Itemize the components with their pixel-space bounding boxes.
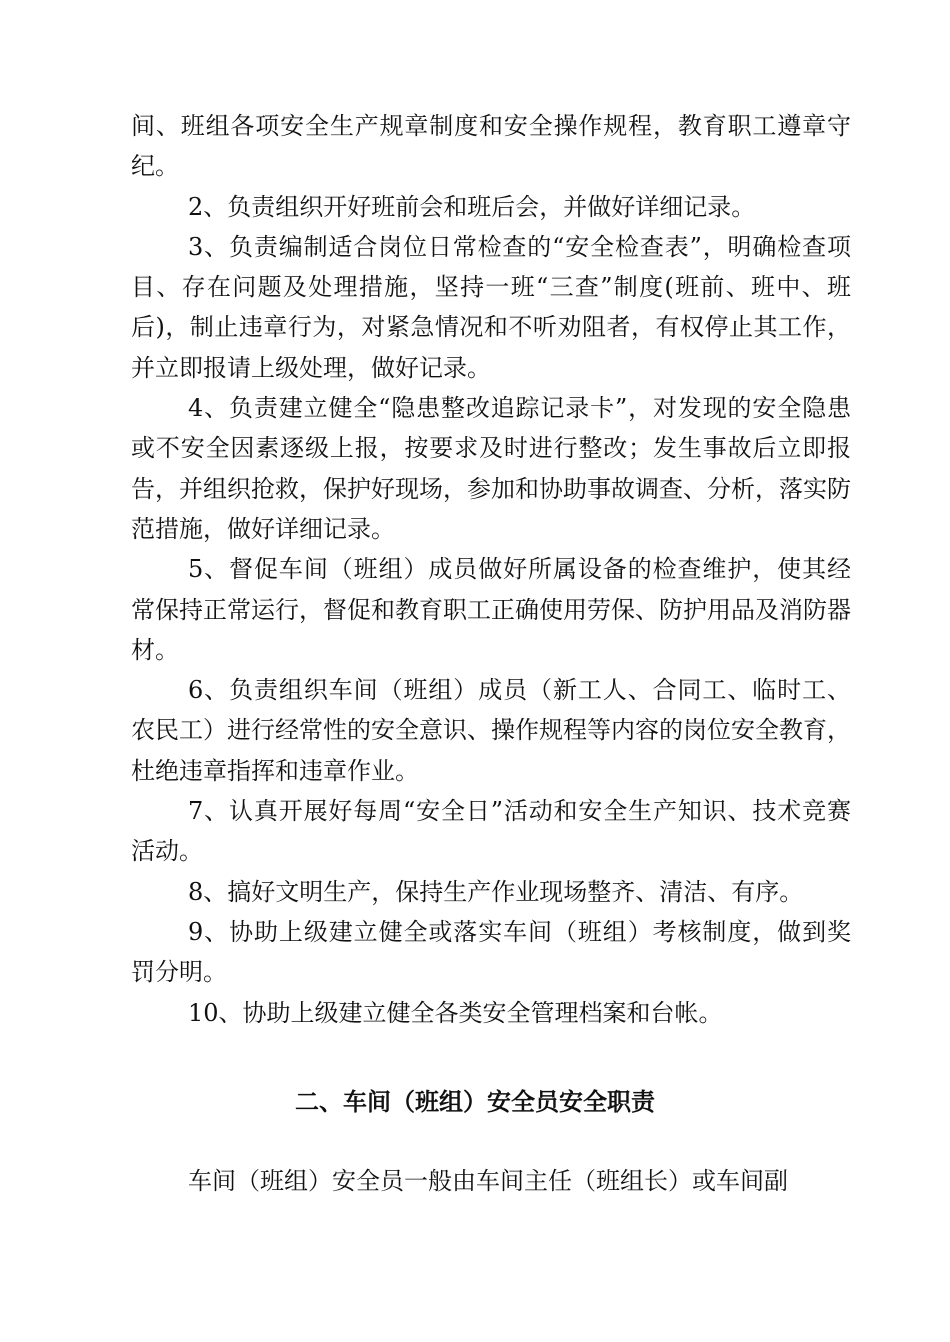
section-paragraph: 车间（班组）安全员一般由车间主任（班组长）或车间副 — [188, 1167, 788, 1195]
paragraph-item-4: 4、负责建立健全“隐患整改追踪记录卡”，对发现的安全隐患或不安全因素逐级上报，按要求及时进行整改；发生事故后立即报告，并组织抢救，保护好现场，参加和协助事故调查、分析，落实防范措施，做好详细记录。 — [131, 394, 851, 543]
paragraph-continuation: 间、班组各项安全生产规章制度和安全操作规程，教育职工遵章守纪。 — [131, 112, 851, 181]
paragraph-item-5: 5、督促车间（班组）成员做好所属设备的检查维护，使其经常保持正常运行，督促和教育职工正确使用劳保、防护用品及消防器材。 — [131, 555, 851, 664]
paragraph-item-6: 6、负责组织车间（班组）成员（新工人、合同工、临时工、农民工）进行经常性的安全意识、操作规程等内容的岗位安全教育，杜绝违章指挥和违章作业。 — [131, 676, 851, 785]
section-heading: 二、车间（班组）安全员安全职责 — [295, 1088, 655, 1116]
paragraph-item-3: 3、负责编制适合岗位日常检查的“安全检查表”，明确检查项目、存在问题及处理措施，坚持一班“三查”制度(班前、班中、班后)，制止违章行为，对紧急情况和不听劝阻者，有权停止其工作，并立即报请上级处理，做好记录。 — [131, 232, 851, 382]
paragraph-item-10: 10、协助上级建立健全各类安全管理档案和台帐。 — [188, 998, 723, 1027]
paragraph-item-2: 2、负责组织开好班前会和班后会，并做好详细记录。 — [188, 192, 756, 221]
paragraph-item-7: 7、认真开展好每周“安全日”活动和安全生产知识、技术竞赛活动。 — [131, 797, 851, 866]
paragraph-item-8: 8、搞好文明生产，保持生产作业现场整齐、清洁、有序。 — [188, 877, 804, 906]
paragraph-item-9: 9、协助上级建立健全或落实车间（班组）考核制度，做到奖罚分明。 — [131, 917, 851, 987]
document-body — [131, 106, 851, 1033]
